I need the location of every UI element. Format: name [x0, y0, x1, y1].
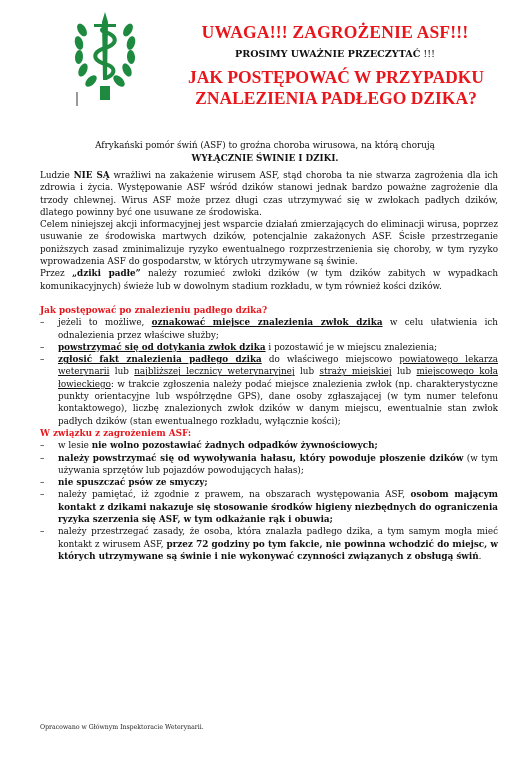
item-text: w celu ułatwienia ich odnalezienia przez właściwe służby;: [58, 318, 498, 341]
main-title-line-1: JAK POSTĘPOWAĆ W PRZYPADKU: [187, 67, 485, 87]
item-text: należy przestrzegać zasady, że osoba, która znalazła padłego dzika, a tym samym mogła mieć kontakt z wirusem ASF,: [58, 527, 498, 550]
p1-text-a: Ludzie: [40, 171, 74, 181]
read-carefully-exclamation: !!!: [420, 49, 435, 60]
item-underlined: straży miejskiej: [319, 367, 392, 378]
asf-rules-list: [40, 440, 498, 563]
item-text: należy pamiętać, iż zgodnie z prawem, na obszarach występowania ASF,: [58, 490, 411, 501]
item-text: lub: [391, 367, 417, 378]
warning-title: UWAGA!!! ZAGROŻENIE ASF!!!: [201, 22, 469, 42]
list-item: [40, 453, 498, 478]
veterinary-staff-snake-icon: [72, 10, 138, 106]
p1-bold: NIE SĄ: [73, 171, 110, 181]
paragraph-people: [40, 170, 498, 219]
item-text: lub: [294, 367, 320, 378]
item-bold: należy powstrzymać się od wywoływania hałasu, który powoduje płoszenie dzików: [58, 453, 464, 464]
item-text: (w tym używania sprzętów lub pojazdów powodujących hałas);: [58, 453, 498, 476]
item-bold: nie wolno pozostawiać żadnych odpadków żywnościowych;: [91, 441, 378, 452]
list-item: [40, 440, 498, 452]
procedure-list: [40, 317, 498, 428]
item-bold: zgłosić fakt znalezienia padłego dzika: [58, 355, 262, 366]
item-bold: osobom mającym kontakt z dzikami nakazuje się stosowanie środków higieny niezbędnych do ograniczenia ryzyka szerzenia się ASF, w tym odkażanie rąk i obuwia;: [58, 490, 498, 526]
item-text: lub: [109, 367, 135, 378]
p3-text-c: należy rozumieć zwłoki dzików (w tym dzików zabitych w wypadkach komunikacyjnych) świeże lub w dowolnym stadium rozkładu, w tym również kości dzików.: [40, 269, 498, 292]
item-text: i pozostawić je w miejscu znalezienia;: [265, 342, 438, 353]
item-bold: oznakować miejsce znalezienia zwłok dzika: [151, 318, 383, 329]
document-body: [40, 170, 498, 563]
section-heading-asf: W związku z zagrożeniem ASF:: [40, 428, 192, 439]
intro-line-1: Afrykański pomór świń (ASF) to groźna choroba wirusowa, na którą chorują: [95, 141, 435, 151]
list-item: [40, 489, 498, 526]
main-title-line-2: ZNALEZIENIA PADŁEGO DZIKA?: [195, 88, 477, 108]
list-item: [40, 342, 498, 354]
section-heading-procedure: Jak postępować po znalezieniu padłego dzika?: [40, 305, 268, 316]
paragraph-definition: [40, 268, 498, 293]
item-underlined: powiatowego lekarza weterynarii: [58, 355, 498, 378]
item-text: w lesie: [58, 441, 92, 452]
item-underlined: najbliższej lecznicy weterynaryjnej: [134, 367, 295, 378]
item-bold: powstrzymać się od dotykania zwłok dzika: [58, 342, 266, 353]
intro-line-2: WYŁĄCZNIE ŚWINIE I DZIKI.: [191, 153, 339, 164]
list-item: [40, 477, 498, 489]
item-underlined: miejscowego koła łowieckiego: [58, 367, 499, 390]
main-title: [150, 67, 522, 109]
item-bold: nie spuszczać psów ze smyczy;: [58, 478, 208, 489]
item-text: do właściwego miejscowo: [261, 355, 400, 366]
read-carefully-note: [150, 49, 520, 60]
intro-paragraph: [20, 140, 510, 165]
read-carefully-text: PROSIMY UWAŻNIE PRZECZYTAĆ: [235, 49, 421, 60]
p3-text-a: Przez: [40, 269, 72, 280]
list-item: [40, 317, 498, 342]
item-bold: przez 72 godziny po tym fakcie, nie powinna wchodzić do miejsc, w których utrzymywane są świnie i nie wykonywać czynności związanych z obsługą świń: [58, 539, 498, 562]
list-item: [40, 526, 498, 563]
item-text: .: [478, 551, 482, 562]
p3-bold: „dziki padłe”: [71, 269, 141, 280]
paragraph-goal: Celem niniejszej akcji informacyjnej jest wsparcie działań zmierzających do eliminacji wirusa, poprzez usuwanie ze środowiska martwych dzików, potencjalnie zakażonych ASF. Ścisłe przestrzeganie poniższych zasad zminimalizuje ryzyko ewentualnego rozprzestrzenienia się choroby, w tym ryzyko wprowadzenia ASF do gospodarstw, w których utrzymywane są świnie.: [40, 220, 498, 268]
p1-text-c: wrażliwi na zakażenie wirusem ASF, stąd choroba ta nie stwarza zagrożenia dla ich zdrowia i życia. Występowanie ASF wśród dzików stanowi jednak bardzo poważne zagrożenie dla trzody chlewnej. Wirus ASF może przez długi czas utrzymywać się w zwłokach padłych dzików, dlatego powinny być one usuwane ze środowiska.: [40, 171, 498, 218]
item-text: jeżeli to możliwe,: [58, 318, 152, 329]
item-text: : w trakcie zgłoszenia należy podać miejsce znalezienia zwłok (np. charakterystyczne punkty orientacyjne lub współrzędne GPS), dane osoby zgłaszającej (w tym numer telefonu kontaktowego), liczbę znalezionych zwłok dzików w danym miejscu, ewentualnie stan zwłok padłych dzików (stan ewentualnego rozkładu, wyłącznie kości);: [58, 379, 498, 427]
footer-credit: Opracowano w Głównym Inspektoracie Weterynarii.: [40, 724, 204, 731]
list-item: [40, 354, 498, 428]
